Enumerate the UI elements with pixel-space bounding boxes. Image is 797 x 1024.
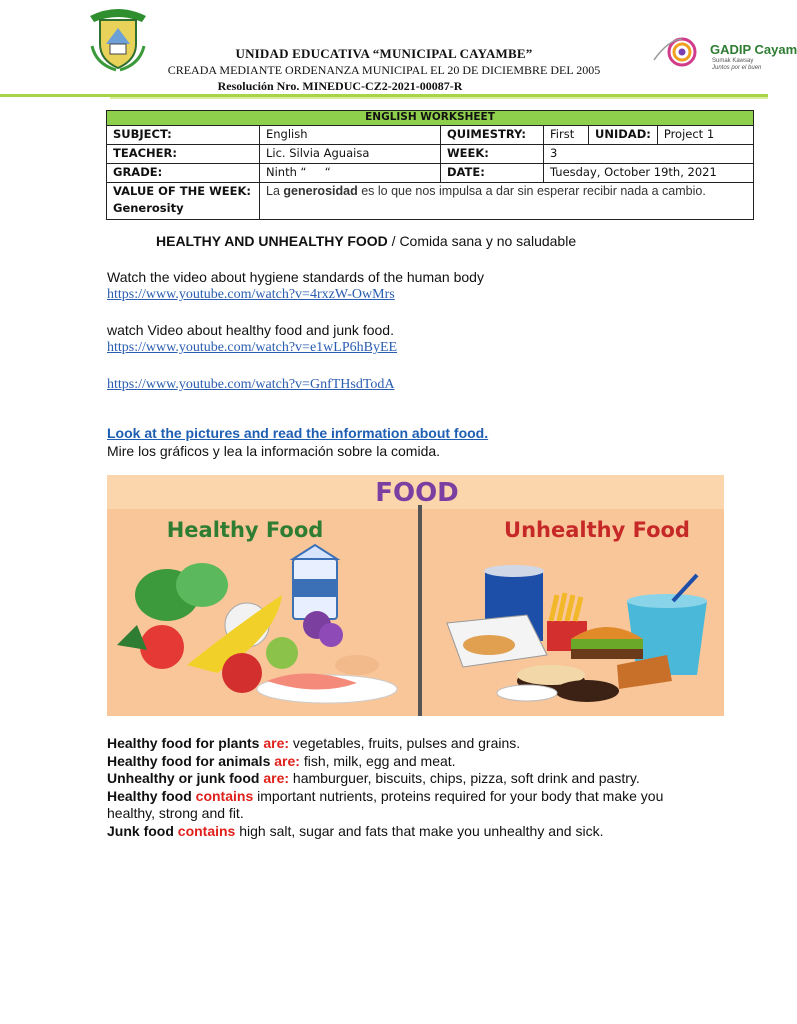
mire-instruction: Mire los gráficos y lea la información sobre la comida. (107, 443, 441, 459)
value-text-bold: generosidad (283, 184, 358, 198)
fact-verb: are: (263, 770, 290, 786)
value-sub: Generosity (113, 201, 184, 215)
grade-value: Ninth “ “ (260, 164, 441, 183)
fact-line (107, 788, 667, 823)
teacher-value: Lic. Silvia Aguaisa (260, 145, 441, 164)
fact-line (107, 770, 667, 788)
fact-verb: are: (263, 735, 290, 751)
subject-value: English (260, 126, 441, 145)
week-value: 3 (544, 145, 754, 164)
subject-label: SUBJECT: (107, 126, 260, 145)
food-illustration (107, 475, 724, 716)
worksheet-table (106, 110, 754, 220)
fact-line (107, 735, 667, 753)
fact-subject: Unhealthy or junk food (107, 770, 264, 786)
unidad-value: Project 1 (657, 126, 753, 145)
value-text (260, 183, 754, 220)
video1-text: Watch the video about hygiene standards of the human body (107, 269, 484, 285)
section-heading-bold: HEALTHY AND UNHEALTHY FOOD (156, 233, 388, 249)
date-label: DATE: (441, 164, 544, 183)
school-resolution: Resolución Nro. MINEDUC-CZ2-2021-00087-R (217, 79, 463, 93)
gadip-logo (648, 30, 797, 76)
fact-rest: important nutrients, proteins required for your body that make you healthy, strong and fit. (107, 787, 664, 821)
unhealthy-food-label: Unhealthy Food (504, 518, 690, 542)
quimestry-value: First (544, 126, 589, 145)
fact-subject: Healthy food for plants (107, 735, 264, 751)
food-title: FOOD (375, 478, 459, 508)
header-divider-light (110, 97, 768, 99)
healthy-food-label: Healthy Food (166, 518, 324, 542)
fact-rest: high salt, sugar and fats that make you unhealthy and sick. (235, 822, 604, 839)
value-text-post: es lo que nos impulsa a dar sin esperar recibir nada a cambio. (357, 184, 706, 198)
teacher-label: TEACHER: (107, 145, 260, 164)
school-creation: CREADA MEDIANTE ORDENANZA MUNICIPAL EL 20 DE DICIEMBRE DEL 2005 (167, 63, 601, 77)
unidad-label: UNIDAD: (589, 126, 658, 145)
fact-verb: contains (177, 822, 236, 839)
food-facts (107, 735, 667, 840)
gadip-sub2: Juntos por el buen (712, 65, 762, 71)
video3-link[interactable]: https://www.youtube.com/watch?v=GnfTHsdTodA (107, 377, 395, 392)
fact-verb: contains (195, 787, 254, 804)
fact-subject: Healthy food (107, 787, 196, 804)
section-heading-rest: / Comida sana y no saludable (387, 233, 577, 249)
value-text-pre: La (266, 184, 284, 198)
video1-link[interactable]: https://www.youtube.com/watch?v=4rxzW-OwMrs (107, 287, 395, 302)
fact-subject: Healthy food for animals (107, 752, 275, 769)
grade-label: GRADE: (107, 164, 260, 183)
fact-subject: Junk food (107, 822, 178, 839)
fact-line (107, 753, 667, 771)
gadip-name: GADIP Cayam (710, 42, 797, 57)
video2-link[interactable]: https://www.youtube.com/watch?v=e1wLP6hByEE (107, 340, 398, 355)
gadip-sub1: Sumak Kawsay (712, 58, 754, 64)
date-value: Tuesday, October 19th, 2021 (544, 164, 754, 183)
look-instruction: Look at the pictures and read the information about food. (107, 425, 489, 441)
fact-rest: vegetables, fruits, pulses and grains. (289, 735, 521, 751)
worksheet-title: ENGLISH WORKSHEET (107, 111, 754, 126)
fact-rest: fish, milk, egg and meat. (299, 752, 456, 769)
week-label: WEEK: (441, 145, 544, 164)
fact-rest: hamburguer, biscuits, chips, pizza, soft drink and pastry. (289, 770, 640, 786)
value-label: VALUE OF THE WEEK: (113, 184, 252, 198)
fact-line (107, 823, 667, 841)
video2-text: watch Video about healthy food and junk food. (107, 322, 394, 338)
value-label-cell (107, 183, 260, 220)
school-name: UNIDAD EDUCATIVA “MUNICIPAL CAYAMBE” (235, 46, 533, 61)
section-heading (156, 233, 576, 249)
quimestry-label: QUIMESTRY: (441, 126, 544, 145)
fact-verb: are: (274, 752, 300, 769)
